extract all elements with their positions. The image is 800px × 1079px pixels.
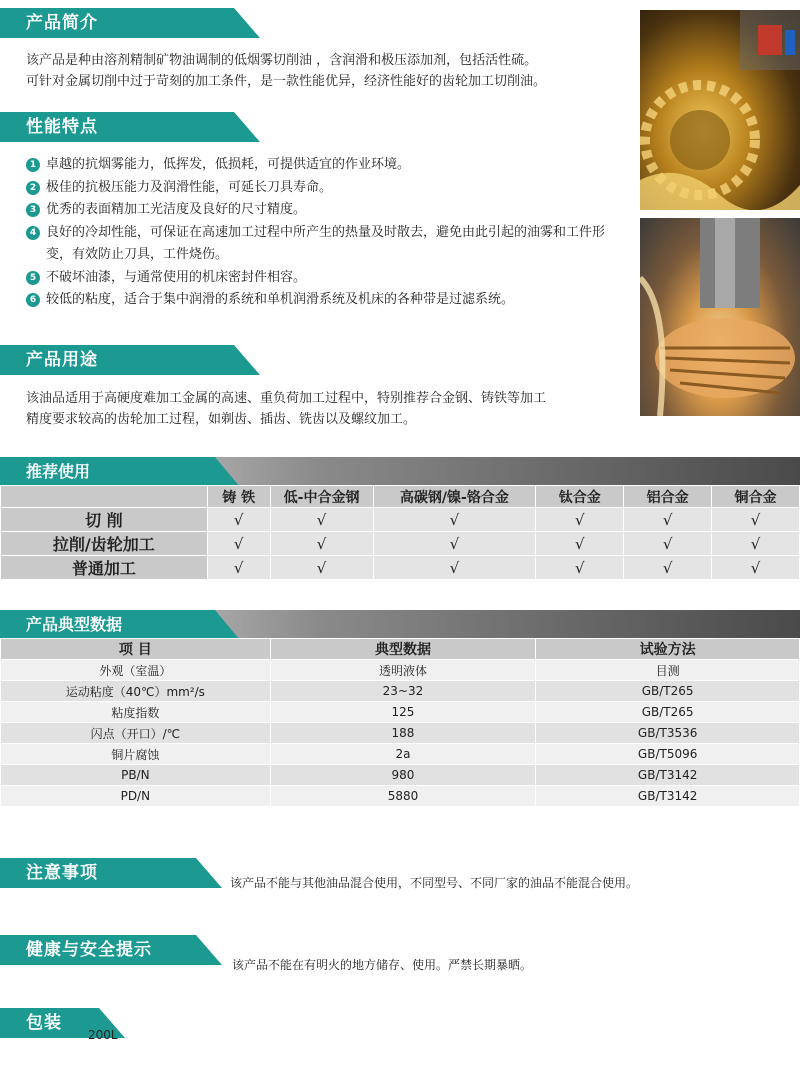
table-row <box>1 660 800 681</box>
table-cell: 目测 <box>536 660 800 681</box>
intro-text <box>26 50 546 92</box>
feature-item <box>26 177 626 200</box>
number-badge-icon: 1 <box>26 158 40 172</box>
table-cell: GB/T265 <box>536 702 800 723</box>
table-header-cell: 试验方法 <box>536 639 800 660</box>
table-cell: 23~32 <box>270 681 536 702</box>
feature-text: 良好的冷却性能，可保证在高速加工过程中所产生的热量及时散去，避免由此引起的油雾和工件形变，有效防止刀具，工件烧伤。 <box>46 224 606 262</box>
typical-title: 产品典型数据 <box>26 615 123 634</box>
table-cell: GB/T265 <box>536 681 800 702</box>
check-icon: √ <box>270 556 373 580</box>
table-header-row <box>1 486 800 508</box>
table-cell: 125 <box>270 702 536 723</box>
caution-section-header <box>0 858 222 888</box>
check-icon: √ <box>536 532 624 556</box>
table-cell: GB/T5096 <box>536 744 800 765</box>
usage-line: 该油品适用于高硬度难加工金属的高速、重负荷加工过程中，特别推荐合金钢、铸铁等加工 <box>26 391 547 406</box>
features-list <box>26 154 626 312</box>
table-cell: 980 <box>270 765 536 786</box>
table-header-cell: 项 目 <box>1 639 271 660</box>
check-icon: √ <box>536 508 624 532</box>
feature-text: 较低的粘度，适合于集中润滑的系统和单机润滑系统及机床的各种带是过滤系统。 <box>46 292 515 307</box>
packaging-text: 200L <box>88 1028 118 1042</box>
table-cell: GB/T3142 <box>536 765 800 786</box>
number-badge-icon: 5 <box>26 271 40 285</box>
table-header-cell <box>1 486 208 508</box>
table-row <box>1 786 800 807</box>
table-cell: 2a <box>270 744 536 765</box>
intro-title: 产品简介 <box>26 13 98 33</box>
feature-text: 不破坏油漆，与通常使用的机床密封件相容。 <box>46 269 307 285</box>
row-label: 切 削 <box>1 508 208 532</box>
table-cell: 透明液体 <box>270 660 536 681</box>
check-icon: √ <box>207 532 270 556</box>
caution-text: 该产品不能与其他油品混合使用，不同型号、不同厂家的油品不能混合使用。 <box>230 876 639 890</box>
row-label: 普通加工 <box>1 556 208 580</box>
check-icon: √ <box>536 556 624 580</box>
recommend-title: 推荐使用 <box>26 462 91 481</box>
feature-text: 优秀的表面精加工光洁度及良好的尺寸精度。 <box>46 202 307 217</box>
table-cell: 运动粘度（40℃）mm²/s <box>1 681 271 702</box>
safety-title: 健康与安全提示 <box>26 940 152 960</box>
check-icon: √ <box>624 532 712 556</box>
check-icon: √ <box>270 508 373 532</box>
table-row <box>1 723 800 744</box>
table-cell: PB/N <box>1 765 271 786</box>
number-badge-icon: 2 <box>26 181 40 195</box>
table-cell: PD/N <box>1 786 271 807</box>
check-icon: √ <box>624 556 712 580</box>
usage-section-header <box>0 345 260 375</box>
table-header-cell: 低-中合金钢 <box>270 486 373 508</box>
table-row <box>1 765 800 786</box>
features-section-header <box>0 112 260 142</box>
table-cell: 闪点（开口）/℃ <box>1 723 271 744</box>
check-icon: √ <box>712 556 800 580</box>
table-header-cell: 典型数据 <box>270 639 536 660</box>
table-cell: 外观（室温） <box>1 660 271 681</box>
table-row <box>1 681 800 702</box>
table-cell: 铜片腐蚀 <box>1 744 271 765</box>
number-badge-icon: 4 <box>26 226 40 240</box>
check-icon: √ <box>373 556 536 580</box>
table-header-cell: 铸 铁 <box>207 486 270 508</box>
feature-item <box>26 289 626 312</box>
check-icon: √ <box>373 532 536 556</box>
intro-section-header <box>0 8 260 38</box>
feature-item <box>26 154 626 177</box>
table-header-cell: 铝合金 <box>624 486 712 508</box>
check-icon: √ <box>207 556 270 580</box>
check-icon: √ <box>624 508 712 532</box>
feature-item <box>26 199 626 222</box>
intro-line: 该产品是种由溶剂精制矿物油调制的低烟雾切削油 ，含润滑和极压添加剂，包括活性硫。 <box>26 53 538 68</box>
table-header-cell: 钛合金 <box>536 486 624 508</box>
usage-line: 精度要求较高的齿轮加工过程，如剃齿、插齿、铣齿以及螺纹加工。 <box>26 412 417 427</box>
table-row <box>1 532 800 556</box>
table-row <box>1 508 800 532</box>
table-cell: 粘度指数 <box>1 702 271 723</box>
number-badge-icon: 3 <box>26 203 40 217</box>
check-icon: √ <box>712 508 800 532</box>
packaging-title: 包装 <box>26 1013 62 1033</box>
table-cell: GB/T3536 <box>536 723 800 744</box>
safety-section-header <box>0 935 222 965</box>
table-header-row <box>1 639 800 660</box>
feature-text: 极佳的抗极压能力及润滑性能，可延长刀具寿命。 <box>46 179 333 195</box>
check-icon: √ <box>373 508 536 532</box>
gear-oil-photo <box>640 218 800 416</box>
feature-item <box>26 222 626 267</box>
table-cell: 188 <box>270 723 536 744</box>
recommend-section-header <box>0 457 800 487</box>
intro-line: 可针对金属切削中过于苛刻的加工条件，是一款性能优异，经济性能好的齿轮加工切削油。 <box>26 74 547 89</box>
check-icon: √ <box>712 532 800 556</box>
caution-title: 注意事项 <box>26 863 98 883</box>
row-label: 拉削/齿轮加工 <box>1 532 208 556</box>
table-cell: GB/T3142 <box>536 786 800 807</box>
check-icon: √ <box>207 508 270 532</box>
table-row <box>1 744 800 765</box>
gear-cutting-photo <box>640 10 800 210</box>
safety-text: 该产品不能在有明火的地方储存、使用。严禁长期暴晒。 <box>232 958 533 972</box>
usage-title: 产品用途 <box>26 350 98 370</box>
table-row <box>1 702 800 723</box>
table-header-cell: 高碳钢/镍-铬合金 <box>373 486 536 508</box>
feature-text: 卓越的抗烟雾能力，低挥发，低损耗，可提供适宜的作业环境。 <box>46 157 411 172</box>
typical-section-header <box>0 610 800 640</box>
typical-data-table <box>0 638 800 807</box>
check-icon: √ <box>270 532 373 556</box>
recommend-table <box>0 485 800 580</box>
number-badge-icon: 6 <box>26 293 40 307</box>
table-row <box>1 556 800 580</box>
table-cell: 5880 <box>270 786 536 807</box>
usage-text <box>26 388 546 430</box>
feature-item <box>26 267 626 290</box>
table-header-cell: 铜合金 <box>712 486 800 508</box>
features-title: 性能特点 <box>26 117 98 137</box>
